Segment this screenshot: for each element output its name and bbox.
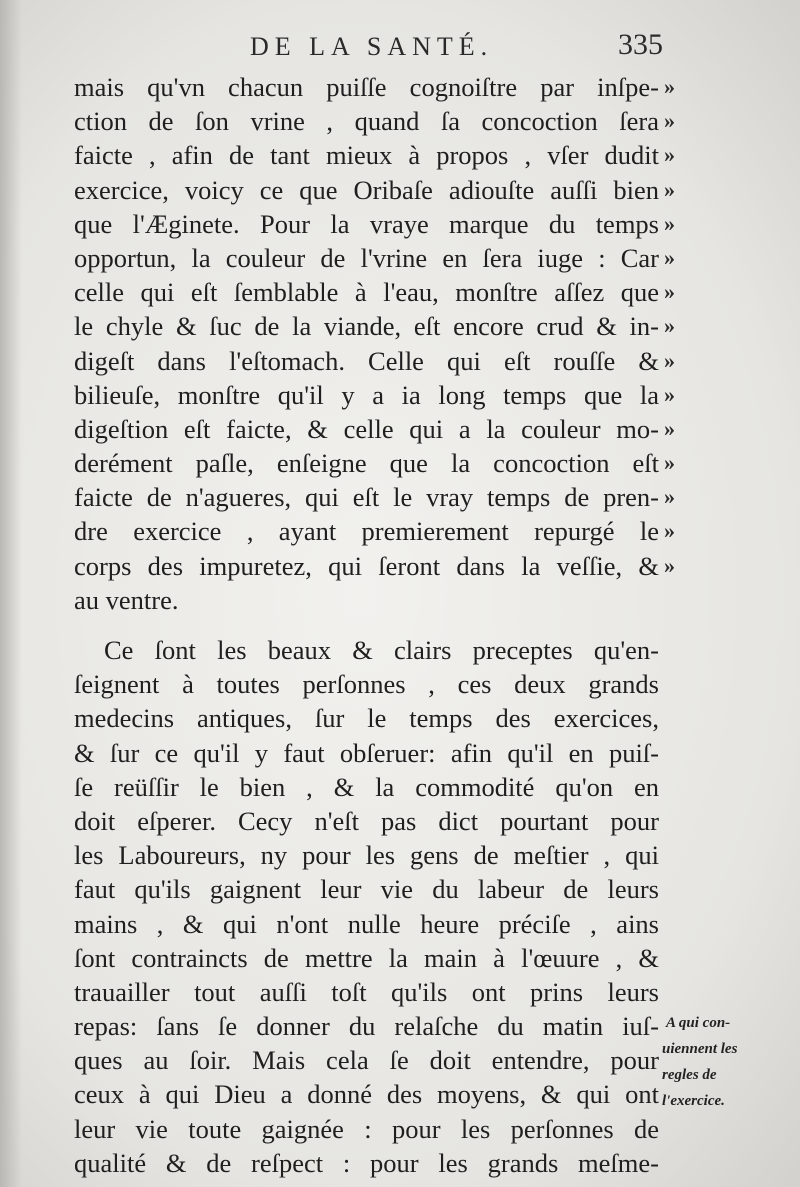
text-line: au ventre. bbox=[74, 584, 179, 615]
text-line: repas: ſans ſe donner du relaſche du matin iuſ- bbox=[74, 1011, 659, 1042]
text-line: medecins antiques, ſur le temps des exercices, bbox=[74, 703, 659, 734]
text-line: ſont contraincts de mettre la main à l'œuure , & bbox=[74, 942, 659, 973]
text-line: ceux à qui Dieu a donné des moyens, & qui ont bbox=[74, 1079, 659, 1110]
text-line: dre exercice , ayant premierement repurgé le bbox=[74, 516, 659, 547]
marginal-note-line: uiennent les bbox=[662, 1041, 738, 1057]
text-line: les Laboureurs, ny pour les gens de meſtier , qui bbox=[74, 840, 659, 871]
text-line: faut qu'ils gaignent leur vie du labeur de leurs bbox=[74, 874, 659, 905]
text-line: ſe reüſſir le bien , & la commodité qu'on en bbox=[74, 771, 659, 802]
marginal-note-line: A qui con- bbox=[666, 1015, 731, 1031]
paragraph-1 bbox=[74, 70, 659, 617]
body-text bbox=[74, 70, 659, 1180]
text-line: ques au ſoir. Mais cela ſe doit entendre, pour bbox=[74, 1045, 659, 1076]
quotation-mark: » bbox=[664, 244, 675, 270]
text-line: ſeignent à toutes perſonnes , ces deux grands bbox=[74, 669, 659, 700]
marginal-note-line: l'exercice. bbox=[662, 1093, 725, 1109]
text-line: celle qui eſt ſemblable à l'eau, monſtre aſſez que bbox=[74, 277, 659, 308]
text-line: mains , & qui n'ont nulle heure préciſe , ains bbox=[74, 908, 659, 939]
marginal-note bbox=[662, 1010, 782, 1114]
binding-shadow bbox=[0, 0, 22, 1187]
text-line: que l'Æginete. Pour la vraye marque du temps bbox=[74, 208, 659, 239]
text-line: doit eſperer. Cecy n'eſt pas dict pourtant pour bbox=[74, 805, 659, 836]
text-line: faicte , afin de tant mieux à propos , vſer dudit bbox=[74, 140, 659, 171]
paragraph-gap bbox=[74, 617, 659, 633]
text-line: faicte de n'agueres, qui eſt le vray temps de pren- bbox=[74, 482, 659, 513]
quotation-mark: » bbox=[664, 108, 675, 134]
quotation-mark: » bbox=[664, 347, 675, 373]
quotation-marks-column bbox=[664, 70, 694, 583]
running-head: DE LA SANTÉ. bbox=[250, 32, 494, 61]
quotation-mark: » bbox=[664, 484, 675, 510]
quotation-mark: » bbox=[664, 450, 675, 476]
text-line: ction de ſon vrine , quand ſa concoction ſera bbox=[74, 106, 659, 137]
text-line: opportun, la couleur de l'vrine en ſera iuge : Car bbox=[74, 242, 659, 273]
quotation-mark: » bbox=[664, 210, 675, 236]
text-line: bilieuſe, monſtre qu'il y a ia long temps que la bbox=[74, 379, 659, 410]
quotation-mark: » bbox=[664, 415, 675, 441]
marginal-note-line: regles de bbox=[662, 1067, 717, 1083]
paragraph-2 bbox=[74, 633, 659, 1180]
text-line: trauailler tout auſſi toſt qu'ils ont prins leurs bbox=[74, 976, 659, 1007]
quotation-mark: » bbox=[664, 552, 675, 578]
quotation-mark: » bbox=[664, 279, 675, 305]
text-line: exercice, voicy ce que Oribaſe adiouſte auſſi bien bbox=[74, 174, 659, 205]
text-line: leur vie toute gaignée : pour les perſonnes de bbox=[74, 1113, 659, 1144]
text-line: corps des impuretez, qui ſeront dans la veſſie, & bbox=[74, 550, 659, 581]
page-number: 335 bbox=[618, 28, 663, 61]
quotation-mark: » bbox=[664, 176, 675, 202]
text-line: le chyle & ſuc de la viande, eſt encore crud & in- bbox=[74, 311, 659, 342]
quotation-mark: » bbox=[664, 313, 675, 339]
quotation-mark: » bbox=[664, 381, 675, 407]
quotation-mark: » bbox=[664, 74, 675, 99]
text-line: & ſur ce qu'il y faut obſeruer: afin qu'il en puiſ- bbox=[74, 737, 659, 768]
text-line: derément paſle, enſeigne que la concoction eſt bbox=[74, 448, 659, 479]
text-line: mais qu'vn chacun puiſſe cognoiſtre par inſpe- bbox=[74, 72, 659, 102]
text-line: digeſt dans l'eſtomach. Celle qui eſt rouſſe & bbox=[74, 345, 659, 376]
text-line: Ce ſont les beaux & clairs preceptes qu'en- bbox=[104, 635, 659, 665]
quotation-mark: » bbox=[664, 142, 675, 168]
text-line: digeſtion eſt faicte, & celle qui a la couleur mo- bbox=[74, 413, 659, 444]
text-line: qualité & de reſpect : pour les grands meſme- bbox=[74, 1147, 659, 1178]
quotation-mark: » bbox=[664, 518, 675, 544]
